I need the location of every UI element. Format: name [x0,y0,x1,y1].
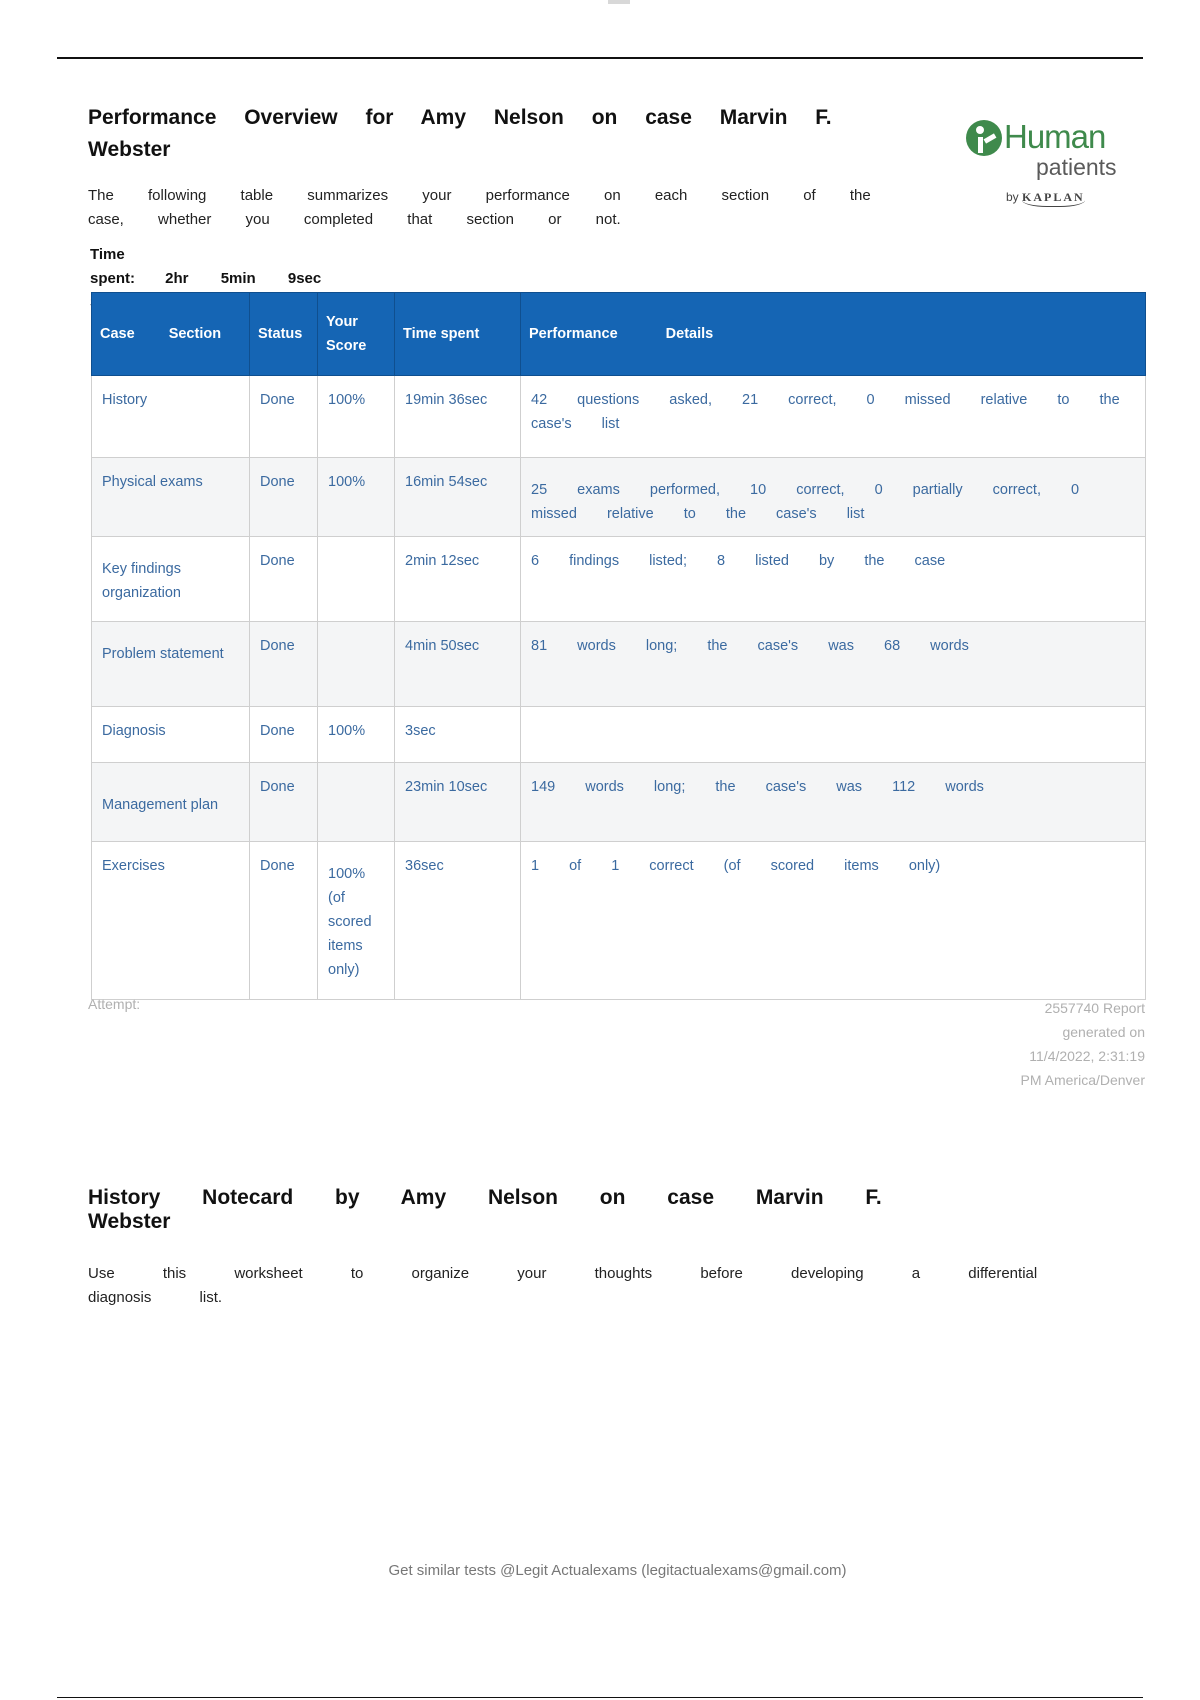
cell-section: Diagnosis [92,707,250,763]
table-row [92,707,1146,763]
performance-table [91,292,1146,1000]
time-spent-seconds: 9sec [287,270,322,287]
cell-status: Done [250,842,318,1000]
cell-status: Done [250,376,318,458]
cell-time: 23min 10sec [395,763,521,842]
bottom-rule [57,1697,1143,1698]
table-row [92,537,1146,622]
cell-section: History [92,376,250,458]
cell-time: 3sec [395,707,521,763]
table-row [92,458,1146,537]
cell-status: Done [250,537,318,622]
cell-details: 42 questions asked, 21 correct, 0 missed relative to the case's list [521,376,1146,458]
attempt-label: Attempt: [88,996,141,1012]
cell-status: Done [250,763,318,842]
logo-by [1006,190,1085,205]
person-icon [966,120,1002,156]
cell-score: 100% (of scored items only) [318,842,395,1000]
table-header-row [92,293,1146,376]
cell-details: 6 findings listed; 8 listed by the case [521,537,1146,622]
page-title: Performance Overview for Amy Nelson on case Marvin F. Webster [88,106,832,161]
cell-time: 19min 36sec [395,376,521,458]
intro-text: The following table summarizes your performance on each section of the case, whether you completed that section or not. [88,187,871,228]
cell-section: Physical exams [92,458,250,537]
cell-details: 81 words long; the case's was 68 words [521,622,1146,707]
cell-time: 2min 12sec [395,537,521,622]
time-spent-row [90,243,590,291]
cell-score: 100% [318,376,395,458]
col-header-score: Your Score [318,293,395,376]
time-spent-label: Time spent: [90,246,135,287]
cell-section: Management plan [92,763,250,842]
cell-details: 149 words long; the case's was 112 words [521,763,1146,842]
time-spent-hours: 2hr [165,270,189,287]
logo-name: Human [1004,118,1106,155]
page-top-mark [608,0,630,4]
table-row [92,763,1146,842]
time-spent-minutes: 5min [220,270,256,287]
report-generated-text: 2557740 Report generated on 11/4/2022, 2:31:19 PM America/Denver [1020,1000,1145,1088]
cell-section: Key findings organization [92,537,250,622]
cell-details: 25 exams performed, 10 correct, 0 partially correct, 0 missed relative to the case's list [521,458,1146,537]
col-header-time: Time spent [395,293,521,376]
table-row [92,376,1146,458]
cell-time: 16min 54sec [395,458,521,537]
table-row [92,842,1146,1000]
cell-details: 1 of 1 correct (of scored items only) [521,842,1146,1000]
top-rule [57,57,1143,59]
table-row [92,622,1146,707]
cell-score: 100% [318,707,395,763]
cell-time: 36sec [395,842,521,1000]
ihuman-patients-logo [962,116,1132,216]
footer-text: Get similar tests @Legit Actualexams (legitactualexams@gmail.com) [388,1562,847,1579]
cell-status: Done [250,622,318,707]
cell-section: Exercises [92,842,250,1000]
cell-time: 4min 50sec [395,622,521,707]
cell-score [318,763,395,842]
cell-status: Done [250,707,318,763]
cell-section: Problem statement [92,622,250,707]
logo-by-word: by [1006,190,1019,204]
kaplan-logo-text: KAPLAN [1022,190,1085,207]
cell-score: 100% [318,458,395,537]
notecard-intro: Use this worksheet to organize your thoughts before developing a differential diagnosis list. [88,1265,1038,1306]
col-header-details: Performance Details [521,293,1146,376]
logo-sub: patients [1036,154,1117,180]
cell-status: Done [250,458,318,537]
cell-score [318,537,395,622]
cell-details [521,707,1146,763]
notecard-title: History Notecard by Amy Nelson on case Marvin F. Webster [88,1186,882,1233]
col-header-status: Status [250,293,318,376]
cell-score [318,622,395,707]
col-header-section: Case Section [92,293,250,376]
